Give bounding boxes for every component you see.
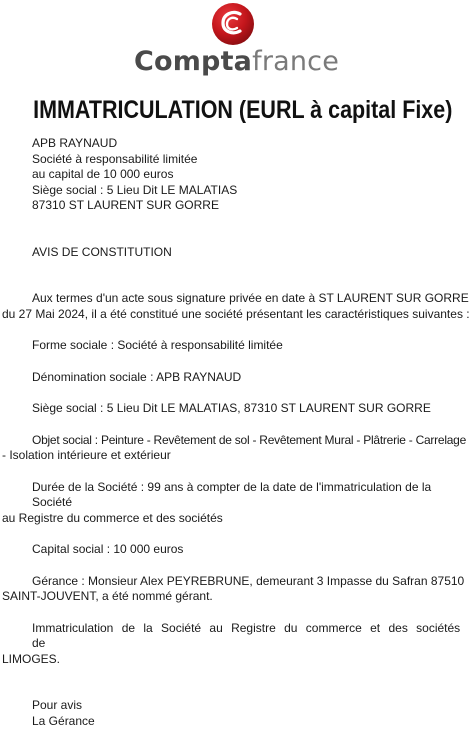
closing-pour-avis: Pour avis	[2, 698, 471, 714]
logo-wordmark-bold: Compta	[134, 46, 252, 77]
capital-social: Capital social : 10 000 euros	[2, 542, 471, 558]
forme-sociale: Forme sociale : Société à responsabilité limitée	[2, 338, 471, 354]
notice-body	[2, 136, 471, 729]
company-block	[2, 136, 471, 214]
notice-heading: AVIS DE CONSTITUTION	[2, 245, 471, 261]
immatriculation-line-1: Immatriculation de la Société au Registre du commerce et des sociétés de	[2, 621, 471, 652]
page-title: IMMATRICULATION (EURL à capital Fixe)	[33, 94, 440, 126]
immatriculation-line-2: LIMOGES.	[2, 652, 471, 668]
company-city: 87310 ST LAURENT SUR GORRE	[32, 198, 471, 214]
logo-wordmark	[0, 46, 473, 78]
siege-social: Siège social : 5 Lieu Dit LE MALATIAS, 87310 ST LAURENT SUR GORRE	[2, 401, 471, 417]
closing-signatory: La Gérance	[2, 714, 471, 729]
company-name: APB RAYNAUD	[32, 136, 471, 152]
comptafrance-logo-icon	[211, 2, 255, 46]
intro-line-2: du 27 Mai 2024, il a été constitué une société présentant les caractéristiques suivantes :	[2, 307, 471, 323]
objet-social-line-2: - Isolation intérieure et extérieur	[2, 448, 471, 464]
company-address: Siège social : 5 Lieu Dit LE MALATIAS	[32, 183, 471, 199]
gerance-line-1: Gérance : Monsieur Alex PEYREBRUNE, demeurant 3 Impasse du Safran 87510	[2, 574, 471, 590]
company-legal-form: Société à responsabilité limitée	[32, 152, 471, 168]
duree-line-1: Durée de la Société : 99 ans à compter de la date de l'immatriculation de la Société	[2, 480, 471, 511]
intro-line-1: Aux termes d'un acte sous signature privée en date à ST LAURENT SUR GORRE	[2, 291, 471, 307]
company-capital: au capital de 10 000 euros	[32, 167, 471, 183]
objet-social-line-1: Objet social : Peinture - Revêtement de sol - Revêtement Mural - Plâtrerie - Carrelage	[2, 433, 471, 449]
duree-line-2: au Registre du commerce et des sociétés	[2, 511, 471, 527]
denomination-sociale: Dénomination sociale : APB RAYNAUD	[2, 370, 471, 386]
gerance-line-2: SAINT-JOUVENT, a été nommé gérant.	[2, 589, 471, 605]
logo-wordmark-light: france	[252, 46, 339, 77]
comptafrance-logo	[0, 0, 473, 82]
